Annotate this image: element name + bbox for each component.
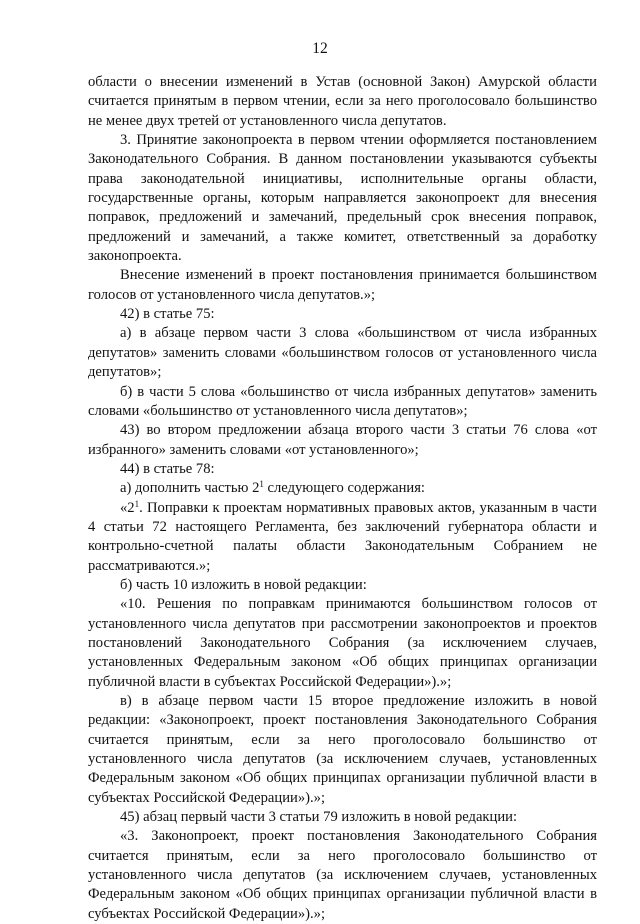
paragraph-13: в) в абзаце первом части 15 второе предложение изложить в новой редакции: «Законопроект, проект постановления Законодательного Собрания считается принятым, если за него проголосовало большинство от установленного числа депутатов (за исключением случаев, установленных Федеральным законом «Об общих принципах организации публичной власти в субъектах Российской Федерации»).»; bbox=[88, 693, 597, 806]
paragraph-3: Внесение изменений в проект постановления принимается большинством голосов от установленного числа депутатов.»; bbox=[88, 267, 597, 303]
paragraph-1: области о внесении изменений в Устав (основной Закон) Амурской области считается принятым в первом чтении, если за него проголосовало большинство не менее двух третей от установленного числа депутатов. bbox=[88, 74, 597, 129]
superscript: 1 bbox=[134, 498, 140, 509]
page-number: 12 bbox=[312, 40, 328, 57]
paragraph-5: а) в абзаце первом части 3 слова «большинством от числа избранных депутатов» заменить словами «большинством голосов от установленного числа депутатов»; bbox=[88, 325, 597, 381]
paragraph-7: 43) во втором предложении абзаца второго части 3 статьи 76 слова «от избранного» заменить словами «от установленного»; bbox=[88, 422, 597, 458]
paragraph-10: «$2^1$. Поправки к проектам нормативных правовых актов, указанным в части 4 статьи 72 настоящего Регламента, без заключений губернатора области и контрольно-счетной палаты области Законодательным Собранием не рассматриваются.»; bbox=[88, 498, 597, 574]
superscript: 1 bbox=[259, 479, 264, 490]
document-body bbox=[88, 73, 597, 924]
paragraph-11: б) часть 10 изложить в новой редакции: bbox=[120, 576, 367, 593]
paragraph-2: 3. Принятие законопроекта в первом чтении оформляется постановлением Законодательного Собрания. В данном постановлении указываются субъекты права законодательной инициативы, исполнительные органы области, государственные органы, которым направляется законопроект для внесения поправок, предложений и замечаний, предельный срок внесения поправок, предложений и замечаний, а также комитет, ответственный за доработку законопроекта. bbox=[88, 132, 597, 265]
paragraph-4: 42) в статье 75: bbox=[120, 306, 215, 323]
paragraph-8: 44) в статье 78: bbox=[120, 460, 215, 477]
paragraph-14: 45) абзац первый части 3 статьи 79 изложить в новой редакции: bbox=[120, 809, 518, 826]
paragraph-6: б) в части 5 слова «большинство от числа избранных депутатов» заменить словами «большинство от установленного числа депутатов»; bbox=[88, 383, 597, 419]
paragraph-9: а) дополнить частью $2^1$ следующего содержания: bbox=[120, 479, 425, 497]
paragraph-12: «10. Решения по поправкам принимаются большинством голосов от установленного числа депутатов при рассмотрении законопроектов и проектов постановлений Законодательного Собрания (за исключением случаев, установленных Федеральным законом «Об общих принципах организации публичной власти в субъектах Российской Федерации»).»; bbox=[88, 596, 597, 690]
paragraph-15: «3. Законопроект, проект постановления Законодательного Собрания считается принятым, если за него проголосовало большинство от установленного числа депутатов (за исключением случаев, установленных Федеральным законом «Об общих принципах организации публичной власти в субъектах Российской Федерации»).»; bbox=[88, 828, 597, 922]
